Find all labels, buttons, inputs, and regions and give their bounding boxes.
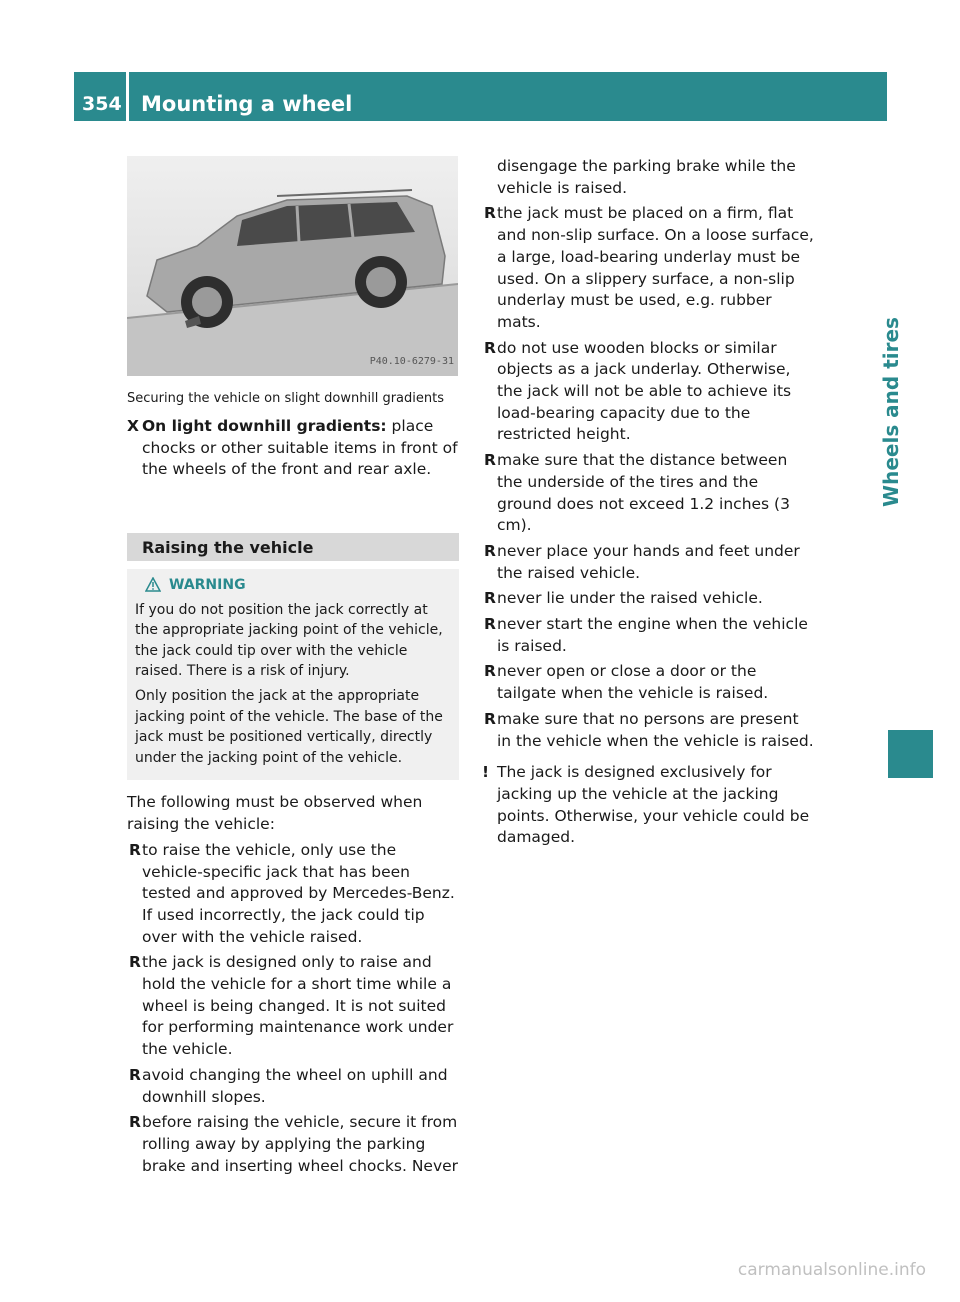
warning-heading xyxy=(137,575,451,596)
page-title: Mounting a wheel xyxy=(141,92,353,116)
figure-code: P40.10-6279-31 xyxy=(369,356,454,368)
list-item: R never start the engine when the vehicle is raised. xyxy=(484,615,808,655)
list-item: R before raising the vehicle, secure it from rolling away by applying the parking brake and inserting wheel chocks. Never xyxy=(129,1113,459,1175)
list-item: R to raise the vehicle, only use the vehicle-specific jack that has been tested and approved by Mercedes-Benz. If used incorrectly, the jack could tip over with the vehicle raised. xyxy=(129,840,455,946)
intro-paragraph: The following must be observed when raising the vehicle: xyxy=(127,793,423,834)
right-bullet-list xyxy=(482,203,814,752)
list-item: R do not use wooden blocks or similar objects as a jack underlay. Otherwise, the jack will not be able to achieve its load-bearing capacity due to the restricted height. xyxy=(484,338,792,444)
figure-caption: Securing the vehicle on slight downhill gradients xyxy=(127,391,444,406)
list-item: R avoid changing the wheel on uphill and downhill slopes. xyxy=(129,1065,448,1106)
list-item: R the jack is designed only to raise and hold the vehicle for a short time while a wheel is being changed. It is not suited for performing maintenance work under the vehicle. xyxy=(129,953,454,1059)
left-bullet-list xyxy=(127,840,459,1178)
left-column xyxy=(127,156,459,1181)
right-column xyxy=(482,156,814,849)
watermark: carmanualsonline.info xyxy=(737,1260,926,1280)
note-paragraph: ! The jack is designed exclusively for jacking up the vehicle at the jacking points. Otherwise, your vehicle could be damaged. xyxy=(482,763,810,847)
list-item: R the jack must be placed on a firm, flat and non-slip surface. On a loose surface, a large, load-bearing underlay must be used. On a slippery surface, a non-slip underlay must be used, e.g. rubber mats. xyxy=(484,204,814,331)
vehicle-figure xyxy=(127,156,458,376)
instruction-step xyxy=(127,416,459,481)
warning-box xyxy=(127,569,459,780)
vehicle-illustration xyxy=(127,156,458,376)
warning-paragraph-1: If you do not position the jack correctly at the appropriate jacking point of the vehicle, the jack could tip over with the vehicle raised. There is a risk of injury. xyxy=(135,601,443,680)
step-label: On light downhill gradients: xyxy=(142,417,387,435)
side-tab-label: Wheels and tires xyxy=(879,317,903,507)
warning-triangle-icon xyxy=(145,577,161,599)
header-separator xyxy=(126,72,129,121)
list-item: R never lie under the raised vehicle. xyxy=(484,589,763,608)
continued-text: disengage the parking brake while the vehicle is raised. xyxy=(497,157,796,197)
step-arrow-icon: X xyxy=(127,417,139,435)
list-item: R never place your hands and feet under the raised vehicle. xyxy=(484,541,800,582)
section-title: Raising the vehicle xyxy=(127,533,459,561)
exclamation-icon: ! xyxy=(482,763,490,782)
warning-paragraph-2: Only position the jack at the appropriate jacking point of the vehicle. The base of the jack must be positioned vertically, directly under the jacking point of the vehicle. xyxy=(135,688,443,766)
step-text: place chocks or other suitable items in front of the wheels of the front and rear axle. xyxy=(142,417,458,479)
list-item: R make sure that no persons are present in the vehicle when the vehicle is raised. xyxy=(484,709,814,750)
list-item: R make sure that the distance between the underside of the tires and the ground does not exceed 1.2 inches (3 cm). xyxy=(484,451,790,535)
page-number: 354 xyxy=(82,93,122,115)
list-item: R never open or close a door or the tailgate when the vehicle is raised. xyxy=(484,662,769,703)
warning-title: WARNING xyxy=(169,577,246,594)
side-tab-marker xyxy=(888,730,933,778)
